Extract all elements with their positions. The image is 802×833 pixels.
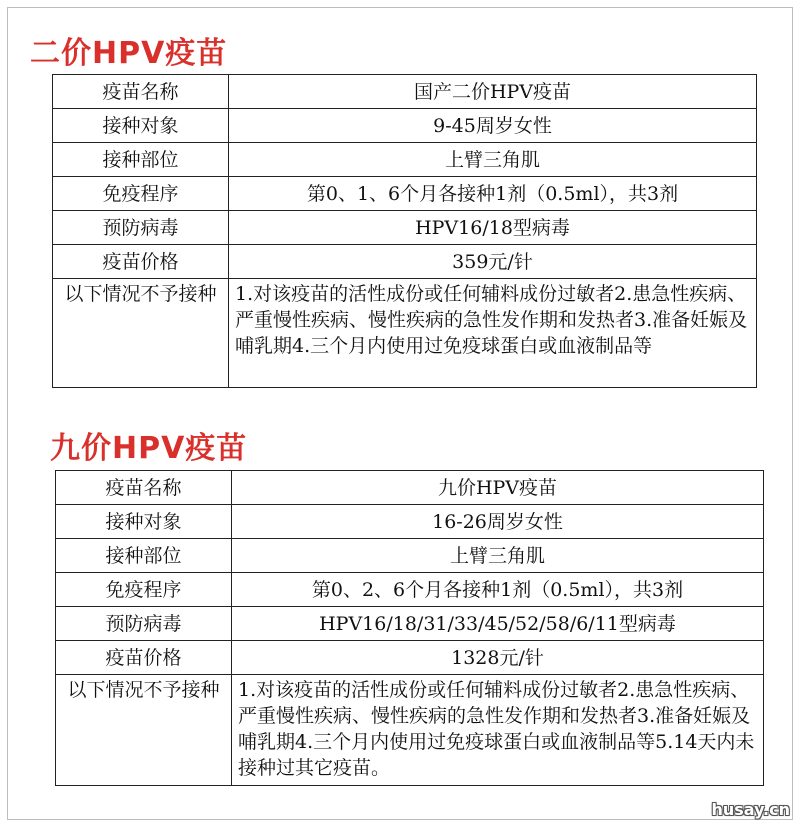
- row-label: 预防病毒: [53, 211, 229, 245]
- row-value: 上臂三角肌: [229, 143, 757, 177]
- table-row: [56, 573, 764, 607]
- table-row: [53, 143, 757, 177]
- nonavalent-vaccine-table: [55, 470, 764, 786]
- row-value: 1328元/针: [232, 641, 764, 675]
- row-label: 免疫程序: [56, 573, 232, 607]
- row-value: HPV16/18/31/33/45/52/58/6/11型病毒: [232, 607, 764, 641]
- row-value: 16-26周岁女性: [232, 505, 764, 539]
- table-row: [56, 505, 764, 539]
- row-value: 第0、2、6个月各接种1剂（0.5ml），共3剂: [232, 573, 764, 607]
- row-label: 疫苗价格: [56, 641, 232, 675]
- row-value: 上臂三角肌: [232, 539, 764, 573]
- row-label: 疫苗名称: [56, 471, 232, 505]
- table-row: [53, 245, 757, 279]
- row-label: 接种对象: [53, 109, 229, 143]
- row-label: 接种部位: [53, 143, 229, 177]
- section-title-nonavalent: 九价HPV疫苗: [50, 431, 248, 466]
- row-label: 接种部位: [56, 539, 232, 573]
- table-row: [53, 75, 757, 109]
- table-row: [56, 539, 764, 573]
- row-label: 疫苗名称: [53, 75, 229, 109]
- watermark-logo: husay.cn: [711, 800, 790, 819]
- row-label: 疫苗价格: [53, 245, 229, 279]
- row-value: 国产二价HPV疫苗: [229, 75, 757, 109]
- table-row: [56, 641, 764, 675]
- row-value: HPV16/18型病毒: [229, 211, 757, 245]
- table-row: [53, 177, 757, 211]
- row-label: 以下情况不予接种: [56, 675, 232, 786]
- table-row: [56, 607, 764, 641]
- row-label: 接种对象: [56, 505, 232, 539]
- row-value: 9-45周岁女性: [229, 109, 757, 143]
- row-label: 免疫程序: [53, 177, 229, 211]
- table-row: [56, 675, 764, 786]
- row-label: 预防病毒: [56, 607, 232, 641]
- table-row: [53, 279, 757, 388]
- row-value: 第0、1、6个月各接种1剂（0.5ml），共3剂: [229, 177, 757, 211]
- table-row: [53, 211, 757, 245]
- bivalent-vaccine-table: [52, 74, 757, 388]
- table-row: [56, 471, 764, 505]
- row-value: 1.对该疫苗的活性成份或任何辅料成份过敏者2.患急性疾病、严重慢性疾病、慢性疾病的急性发作期和发热者3.准备妊娠及哺乳期4.三个月内使用过免疫球蛋白或血液制品等: [229, 279, 757, 388]
- row-value: 九价HPV疫苗: [232, 471, 764, 505]
- row-value: 1.对该疫苗的活性成份或任何辅料成份过敏者2.患急性疾病、严重慢性疾病、慢性疾病的急性发作期和发热者3.准备妊娠及哺乳期4.三个月内使用过免疫球蛋白或血液制品等5.14天内未接种过其它疫苗。: [232, 675, 764, 786]
- row-label: 以下情况不予接种: [53, 279, 229, 388]
- row-value: 359元/针: [229, 245, 757, 279]
- section-title-bivalent: 二价HPV疫苗: [30, 36, 228, 71]
- table-row: [53, 109, 757, 143]
